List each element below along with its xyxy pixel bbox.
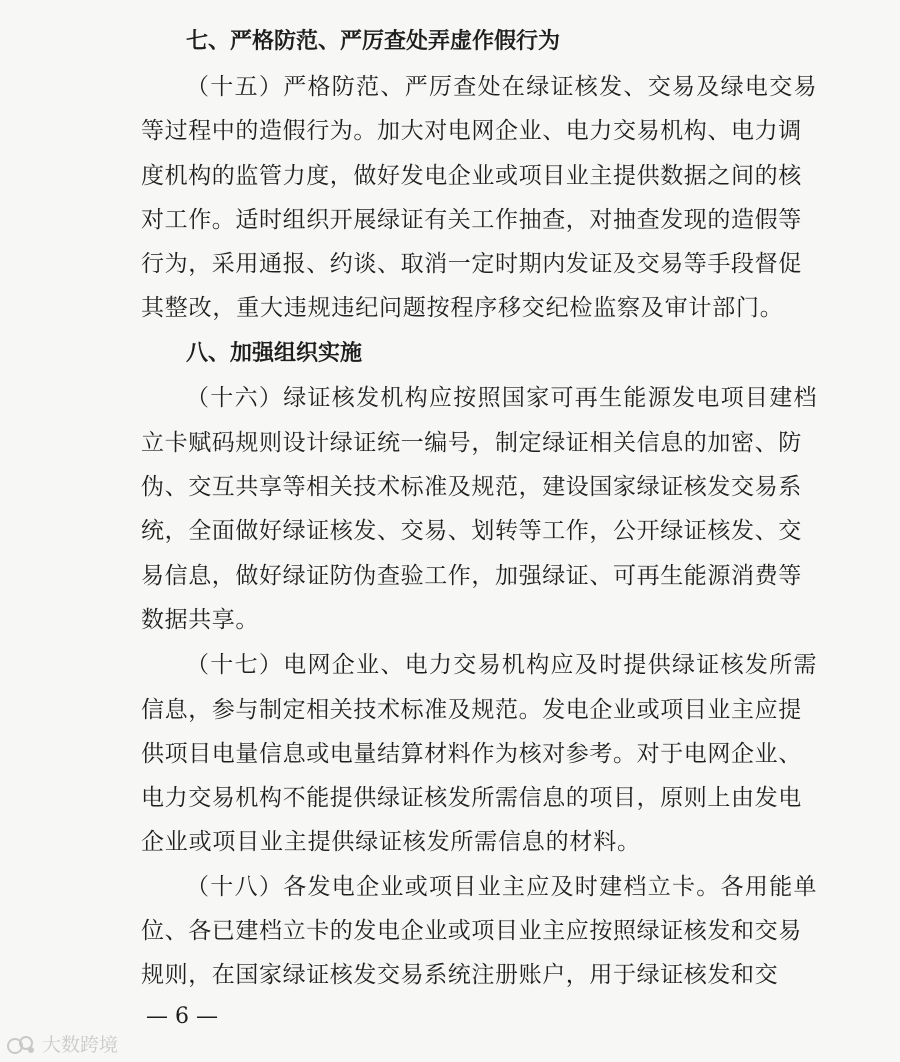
paragraph-18-line: （十八）各发电企业或项目业主应及时建档立卡。各用能单 <box>186 874 818 900</box>
paragraph-18-line: 规则，在国家绿证核发交易系统注册账户，用于绿证核发和交 <box>141 962 779 988</box>
paragraph-16-line: 立卡赋码规则设计绿证统一编号，制定绿证相关信息的加密、防 <box>141 430 802 456</box>
paragraph-17-line: （十七）电网企业、电力交易机构应及时提供绿证核发所需 <box>186 652 818 678</box>
section-heading-7: 七、严格防范、严厉查处弄虚作假行为 <box>186 29 561 54</box>
paragraph-17-line: 信息，参与制定相关技术标准及规范。发电企业或项目业主应提 <box>141 697 802 723</box>
paragraph-15-line: 其整改，重大违规违纪问题按程序移交纪检监察及审计部门。 <box>141 295 784 321</box>
paragraph-17-line: 电力交易机构不能提供绿证核发所需信息的项目，原则上由发电 <box>141 785 802 811</box>
paragraph-16-line: 统，全面做好绿证核发、交易、划转等工作，公开绿证核发、交 <box>141 518 802 544</box>
paragraph-17-line: 企业或项目业主提供绿证核发所需信息的材料。 <box>141 829 641 855</box>
page-number: — 6 — <box>146 1004 218 1029</box>
paragraph-16-line: 伪、交互共享等相关技术标准及规范，建设国家绿证核发交易系 <box>141 474 802 500</box>
paragraph-16-line: 数据共享。 <box>141 607 259 633</box>
paragraph-16-line: （十六）绿证核发机构应按照国家可再生能源发电项目建档 <box>186 385 818 411</box>
watermark-logo-icon <box>6 1034 36 1056</box>
paragraph-15-line: 对工作。适时组织开展绿证有关工作抽查，对抽查发现的造假等 <box>141 207 802 233</box>
paragraph-15-line: （十五）严格防范、严厉查处在绿证核发、交易及绿电交易 <box>186 74 818 100</box>
paragraph-15-line: 度机构的监管力度，做好发电企业或项目业主提供数据之间的核 <box>141 163 802 189</box>
section-heading-8: 八、加强组织实施 <box>186 341 363 366</box>
paragraph-15-line: 等过程中的造假行为。加大对电网企业、电力交易机构、电力调 <box>141 118 802 144</box>
watermark <box>6 1032 118 1058</box>
watermark-text: 大数跨境 <box>42 1034 119 1056</box>
paragraph-18-line: 位、各已建档立卡的发电企业或项目业主应按照绿证核发和交易 <box>141 918 802 944</box>
paragraph-16-line: 易信息，做好绿证防伪查验工作，加强绿证、可再生能源消费等 <box>141 563 802 589</box>
paragraph-17-line: 供项目电量信息或电量结算材料作为核对参考。对于电网企业、 <box>141 741 802 767</box>
paragraph-15-line: 行为，采用通报、约谈、取消一定时期内发证及交易等手段督促 <box>141 251 802 277</box>
